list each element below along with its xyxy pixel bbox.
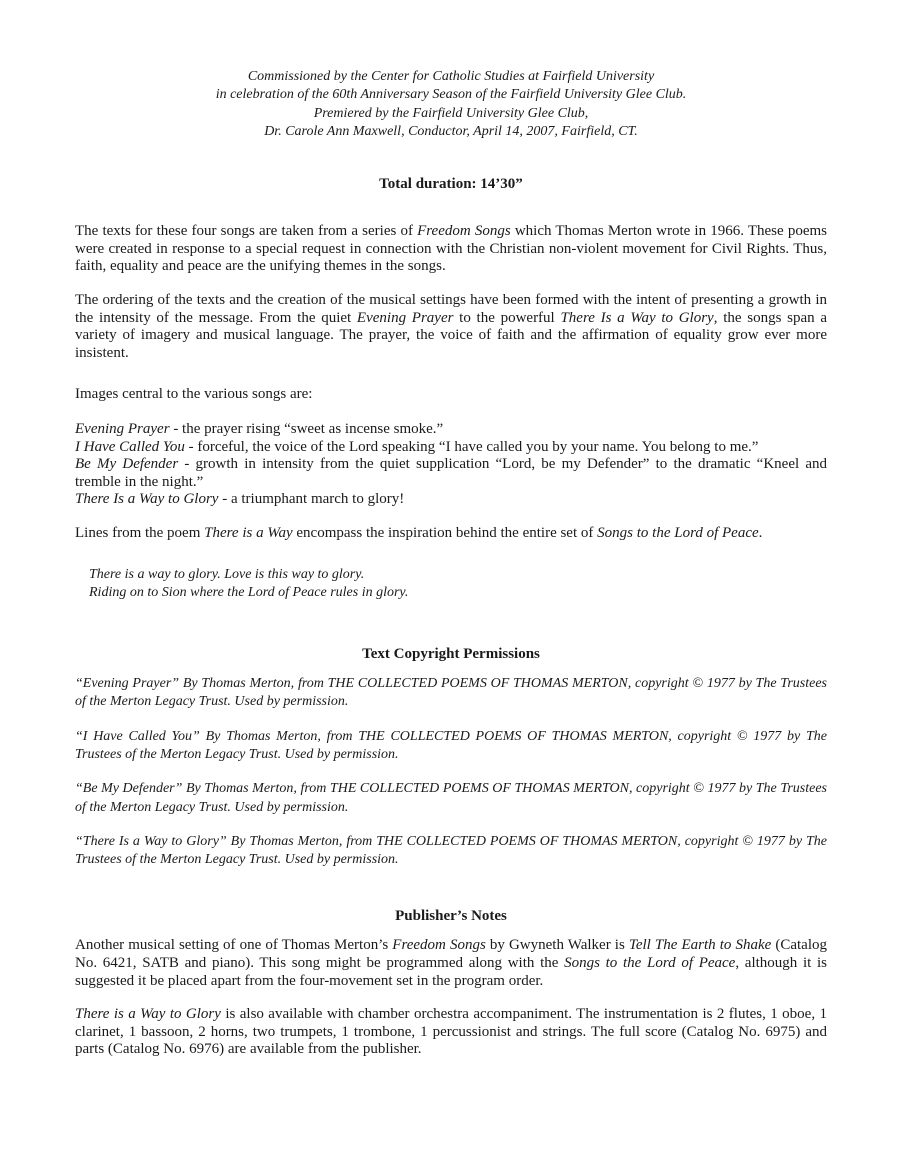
publisher-paragraph-1: Another musical setting of one of Thomas Merton’s Freedom Songs by Gwyneth Walker is Tell The Earth to Shake (Catalog No. 6421, SATB and piano). This song might be programmed along with the Songs to the Lord of Peace, although it is suggested it be placed apart from the four-movement set in the program order. [75,937,828,989]
credit-line: Premiered by the Fairfield University Glee Club, [313,105,589,121]
poem-line: Riding on to Sion where the Lord of Peace rules in glory. [89,584,409,600]
commission-credits [75,68,827,141]
total-duration: Total duration: 14’30” [379,176,523,193]
permissions-heading: Text Copyright Permissions [362,646,540,663]
poem-line: There is a way to glory. Love is this way to glory. [89,566,365,582]
list-item: Evening Prayer - the prayer rising “sweet as incense smoke.” [75,420,444,437]
list-item: There Is a Way to Glory - a triumphant march to glory! [75,491,405,508]
list-item: Be My Defender - growth in intensity from the quiet supplication “Lord, be my Defender” to the dramatic “Kneel and tremble in the night.” [75,456,827,490]
freedom-songs-title: Freedom Songs [417,223,511,240]
intro-paragraph-1: The texts for these four songs are taken from a series of Freedom Songs which Thomas Merton wrote in 1966. These poems were created in response to a special request in connection with the Christian non-violent movement for Civil Rights. Thus, faith, equality and peace are the unifying themes in the songs. [75,223,827,275]
permission-entry: “Evening Prayer” By Thomas Merton, from THE COLLECTED POEMS OF THOMAS MERTON, copyright © 1977 by The Trustees of the Merton Legacy Trust. Used by permission. [75,676,827,710]
list-item: I Have Called You - forceful, the voice of the Lord speaking “I have called you by your name. You belong to me.” [75,438,759,455]
credit-line: Dr. Carole Ann Maxwell, Conductor, April 14, 2007, Fairfield, CT. [264,123,638,139]
credit-line: Commissioned by the Center for Catholic Studies at Fairfield University [247,69,655,84]
images-list [75,421,827,509]
permission-entry: “There Is a Way to Glory” By Thomas Merton, from THE COLLECTED POEMS OF THOMAS MERTON, copyright © 1977 by The Trustees of the Merton Legacy Trust. Used by permission. [75,833,827,868]
permission-entry: “I Have Called You” By Thomas Merton, from THE COLLECTED POEMS OF THOMAS MERTON, copyright © 1977 by The Trustees of the Merton Legacy Trust. Used by permission. [75,728,827,762]
publisher-paragraph-2: There is a Way to Glory is also available with chamber orchestra accompaniment. The instrumentation is 2 flutes, 1 oboe, 1 clarinet, 1 bassoon, 2 horns, two trumpets, 1 trombone, 1 percussionist and strings. The full score (Catalog No. 6975) and parts (Catalog No. 6976) are available from the publisher. [75,1006,827,1058]
lines-paragraph: Lines from the poem There is a Way encompass the inspiration behind the entire set of Songs to the Lord of Peace. [75,524,763,541]
credit-line: in celebration of the 60th Anniversary Season of the Fairfield University Glee Club. [215,87,687,103]
publisher-notes-heading: Publisher’s Notes [395,908,507,925]
permission-entry: “Be My Defender” By Thomas Merton, from THE COLLECTED POEMS OF THOMAS MERTON, copyright © 1977 by The Trustees of the Merton Legacy Trust. Used by permission. [75,781,827,815]
document-page [75,68,827,1059]
intro-paragraph-2: The ordering of the texts and the creation of the musical settings have been formed with the intent of presenting a growth in the intensity of the message. From the quiet Evening Prayer to the powerful There Is a Way to Glory, the songs span a variety of imagery and musical language. The prayer, the voice of faith and the affirmation of equality grow ever more insistent. [75,291,827,361]
poem-excerpt [75,566,827,603]
images-lead: Images central to the various songs are: [75,386,313,403]
